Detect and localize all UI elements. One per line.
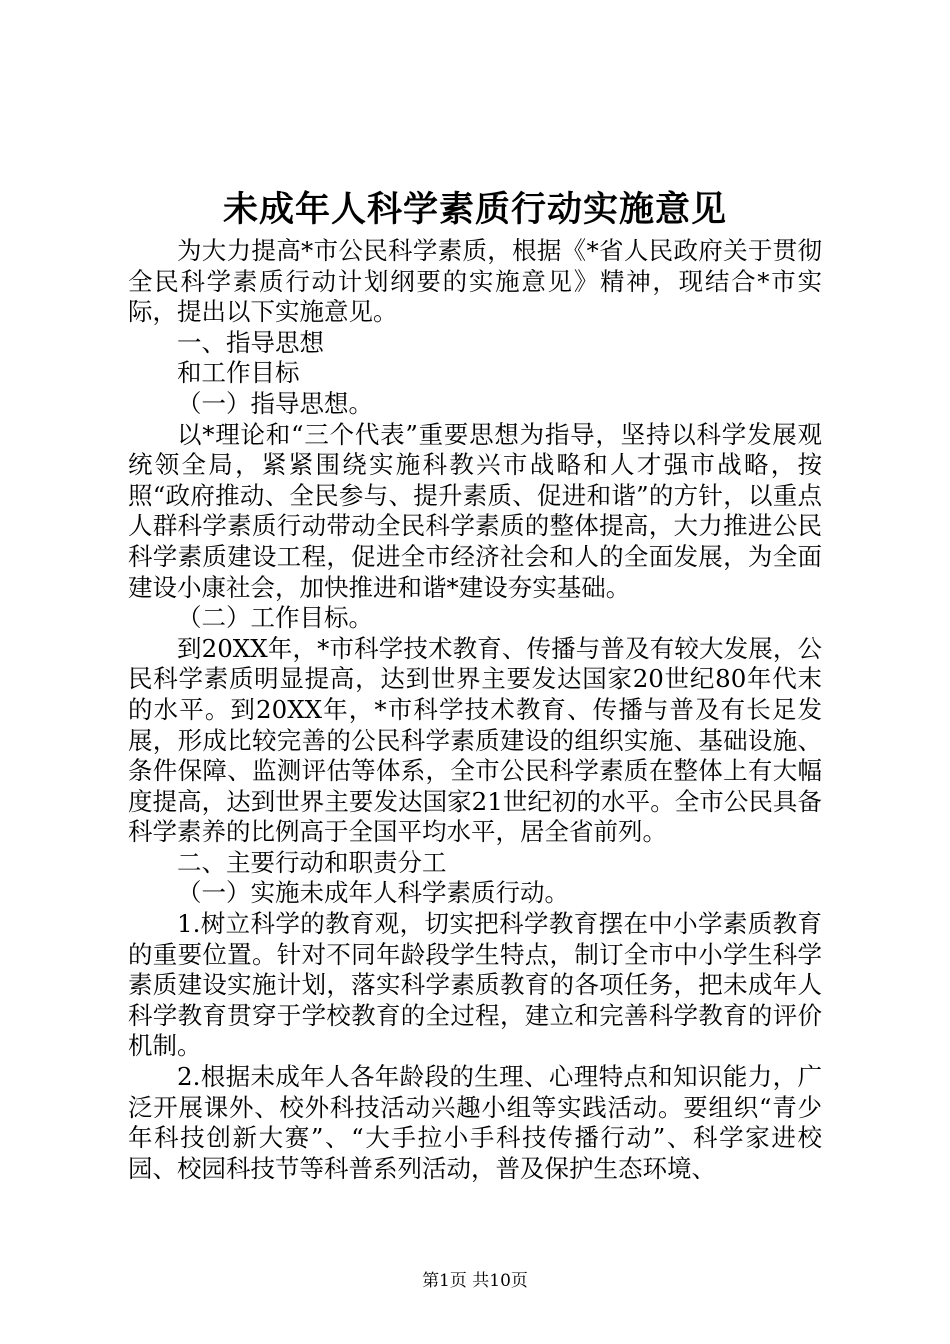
- document-body: [128, 236, 822, 1184]
- section-heading-1-cont: 和工作目标: [177, 358, 300, 388]
- paragraph-item-1: 1.树立科学的教育观，切实把科学教育摆在中小学素质教育的重要位置。针对不同年龄段学生特点，制订全市中小学生科学素质建设实施计划，落实科学素质教育的各项任务，把未成年人科学教育贯穿于学校教育的全过程，建立和完善科学教育的评价机制。: [128, 909, 822, 1061]
- paragraph-item-2: 2.根据未成年人各年龄段的生理、心理特点和知识能力，广泛开展课外、校外科技活动兴趣小组等实践活动。要组织“青少年科技创新大赛”、“大手拉小手科技传播行动”、科学家进校园、校园科技节等科普系列活动，普及保护生态环境、: [128, 1062, 822, 1183]
- paragraph-intro: 为大力提高*市公民科学素质，根据《*省人民政府关于贯彻全民科学素质行动计划纲要的实施意见》精神，现结合*市实际，提出以下实施意见。: [128, 236, 822, 327]
- paragraph-guiding: 以*理论和“三个代表”重要思想为指导，坚持以科学发展观统领全局，紧紧围绕实施科教兴市战略和人才强市战略，按照“政府推动、全民参与、提升素质、促进和谐”的方针，以重点人群科学素质行动带动全民科学素质的整体提高，大力推进公民科学素质建设工程，促进全市经济社会和人的全面发展，为全面建设小康社会，加快推进和谐*建设夯实基础。: [128, 419, 822, 602]
- section-heading-1: 一、指导思想: [177, 327, 324, 357]
- subsection-heading-action: （一）实施未成年人科学素质行动。: [177, 878, 569, 908]
- page-footer: 第1页 共10页: [422, 1271, 528, 1291]
- subsection-heading-goals: （二）工作目标。: [177, 603, 373, 633]
- paragraph-goals: 到20XX年，*市科学技术教育、传播与普及有较大发展，公民科学素质明显提高，达到世界主要发达国家20世纪80年代末的水平。到20XX年，*市科学技术教育、传播与普及有长足发展，形成比较完善的公民科学素质建设的组织实施、基础设施、条件保障、监测评估等体系，全市公民科学素质在整体上有大幅度提高，达到世界主要发达国家21世纪初的水平。全市公民具备科学素养的比例高于全国平均水平，居全省前列。: [128, 633, 822, 847]
- section-heading-2: 二、主要行动和职责分工: [177, 847, 447, 877]
- document-title: 未成年人科学素质行动实施意见: [222, 189, 727, 230]
- subsection-heading-guiding: （一）指导思想。: [177, 388, 373, 418]
